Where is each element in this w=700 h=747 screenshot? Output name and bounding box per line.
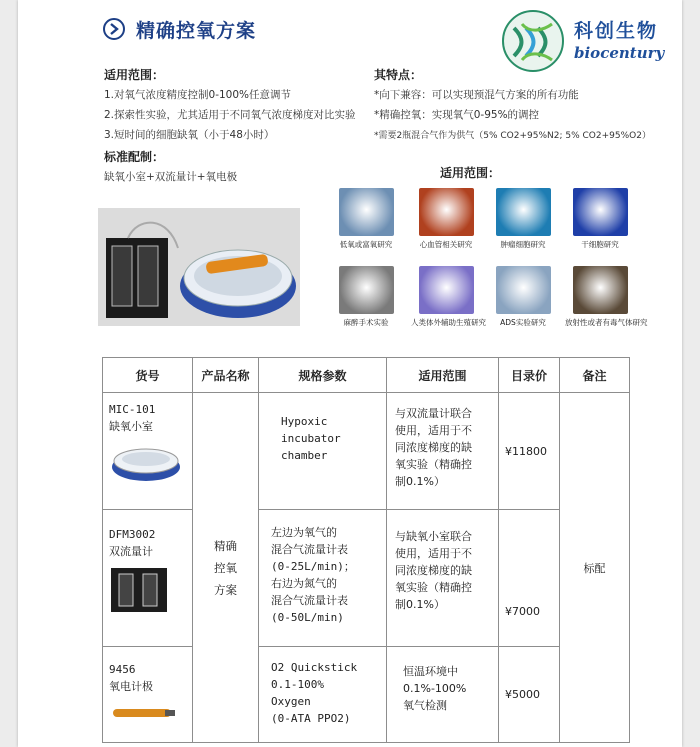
scope-line: 氧实验（精确控 <box>395 458 472 471</box>
spec-line: 混合气流量计表 <box>271 543 348 556</box>
application-label: 放射性或者有毒气体研究 <box>565 318 648 327</box>
features-heading: 其特点： <box>374 68 423 82</box>
product-table <box>102 357 630 743</box>
application-item <box>331 188 401 250</box>
note-cell <box>560 393 630 743</box>
application-item <box>488 266 558 328</box>
price: ¥5000 <box>505 688 540 701</box>
application-item <box>411 266 486 328</box>
application-label: 麻醉手术实验 <box>343 318 389 327</box>
lab-photo-icon <box>339 188 394 236</box>
scope-line: 氧实验（精确控 <box>395 581 472 594</box>
feature-line: *向下兼容：可以实现预混气方案的所有功能 <box>374 89 579 101</box>
config-heading: 标准配制： <box>104 150 165 164</box>
gas-mask-photo-icon <box>573 266 628 314</box>
scope-line: 使用，适用于不 <box>395 424 472 437</box>
scope-line: 0.1%-100% <box>403 682 467 695</box>
scope-line: 1.对氧气浓度精度控制0-100%任意调节 <box>104 89 292 101</box>
vessel-photo-icon <box>419 188 474 236</box>
spec-line: chamber <box>281 449 328 462</box>
spec-line: 混合气流量计表 <box>271 594 348 607</box>
column-header: 产品名称 <box>193 358 259 393</box>
scope-line: 同浓度梯度的缺 <box>395 564 472 577</box>
spec-line: Oxygen <box>271 695 311 708</box>
scope-line: 同浓度梯度的缺 <box>395 441 472 454</box>
spec-line: 0.1-100% <box>271 678 324 691</box>
spec-line: (0-ATA PPO2) <box>271 712 351 725</box>
logo-english-name: biocentury <box>574 44 665 62</box>
researcher-photo-icon <box>496 266 551 314</box>
feature-line: *精确控氧：实现氧气0-95%的调控 <box>374 109 540 121</box>
scope-line: 氧气检测 <box>403 699 447 712</box>
embryo-photo-icon <box>419 266 474 314</box>
column-header: 规格参数 <box>259 358 387 393</box>
spec-line: incubator <box>281 432 341 445</box>
scope-line: 3.短时间的细胞缺氧（小于48小时） <box>104 129 275 141</box>
table-row <box>103 510 630 647</box>
column-header: 货号 <box>103 358 193 393</box>
scope-line: 制0.1%） <box>395 475 445 488</box>
table-header-row <box>103 358 630 393</box>
item-code: MIC-101 <box>109 403 156 416</box>
application-label: 干细胞研究 <box>581 240 619 249</box>
application-label: ADS实验研究 <box>500 318 546 327</box>
application-item <box>331 266 401 328</box>
table-row <box>103 393 630 510</box>
item-code: 9456 <box>109 663 136 676</box>
scope-line: 使用，适用于不 <box>395 547 472 560</box>
scope-line: 与缺氧小室联合 <box>395 530 472 543</box>
config-line: 缺氧小室+双流量计+氧电极 <box>104 171 238 183</box>
spec-line: (0-50L/min) <box>271 611 344 624</box>
spec-line: 左边为氧气的 <box>271 526 337 539</box>
page-title: 精确控氧方案 <box>136 20 257 42</box>
spec-line: Hypoxic <box>281 415 328 428</box>
application-label: 肿瘤细胞研究 <box>500 240 546 249</box>
application-item <box>488 188 558 250</box>
application-item <box>411 188 481 250</box>
oxygen-electrode-photo-icon <box>109 703 179 723</box>
application-label: 低氧或富氧研究 <box>339 240 393 249</box>
applications-heading: 适用范围： <box>440 166 501 180</box>
table-row <box>103 647 630 743</box>
product-name: 精确 <box>214 538 237 553</box>
product-sheet <box>18 0 682 747</box>
column-header: 备注 <box>560 358 630 393</box>
logo-chinese-name: 科创生物 <box>574 20 659 42</box>
application-label: 心血管相关研究 <box>419 240 473 249</box>
spec-line: 右边为氮气的 <box>271 577 337 590</box>
device-photo-icon <box>98 208 300 326</box>
column-header: 目录价 <box>499 358 560 393</box>
spec-line: O2 Quickstick <box>271 661 358 674</box>
scope-line: 制0.1%） <box>395 598 445 611</box>
price: ¥7000 <box>505 605 540 618</box>
scope-heading: 适用范围： <box>104 68 165 82</box>
spec-line: (0-25L/min)； <box>271 560 355 573</box>
item-name: 缺氧小室 <box>109 420 153 433</box>
application-item <box>565 266 648 328</box>
product-name: 方案 <box>214 582 237 597</box>
stem-cell-photo-icon <box>573 188 628 236</box>
tumor-cell-photo-icon <box>496 188 551 236</box>
note: 标配 <box>583 561 606 575</box>
item-name: 双流量计 <box>109 545 153 558</box>
application-label: 人类体外辅助生殖研究 <box>411 318 486 327</box>
item-name: 氧电计极 <box>109 680 153 693</box>
chamber-photo-icon <box>109 439 183 483</box>
application-item <box>565 188 635 250</box>
item-code: DFM3002 <box>109 528 156 541</box>
biocentury-logo-icon <box>500 8 566 74</box>
product-name: 控氧 <box>214 560 237 575</box>
scope-line: 2.探索性实验，尤其适用于不同氧气浓度梯度对比实验 <box>104 109 356 121</box>
chevron-right-icon <box>103 18 125 40</box>
scope-line: 与双流量计联合 <box>395 407 472 420</box>
column-header: 适用范围 <box>387 358 499 393</box>
price: ¥11800 <box>505 444 547 458</box>
feature-line: *需要2瓶混合气作为供气（5% CO2+95%N2; 5% CO2+95%O2） <box>374 131 651 141</box>
flowmeter-photo-icon <box>109 566 169 614</box>
scope-line: 恒温环境中 <box>403 665 458 678</box>
surgery-photo-icon <box>339 266 394 314</box>
